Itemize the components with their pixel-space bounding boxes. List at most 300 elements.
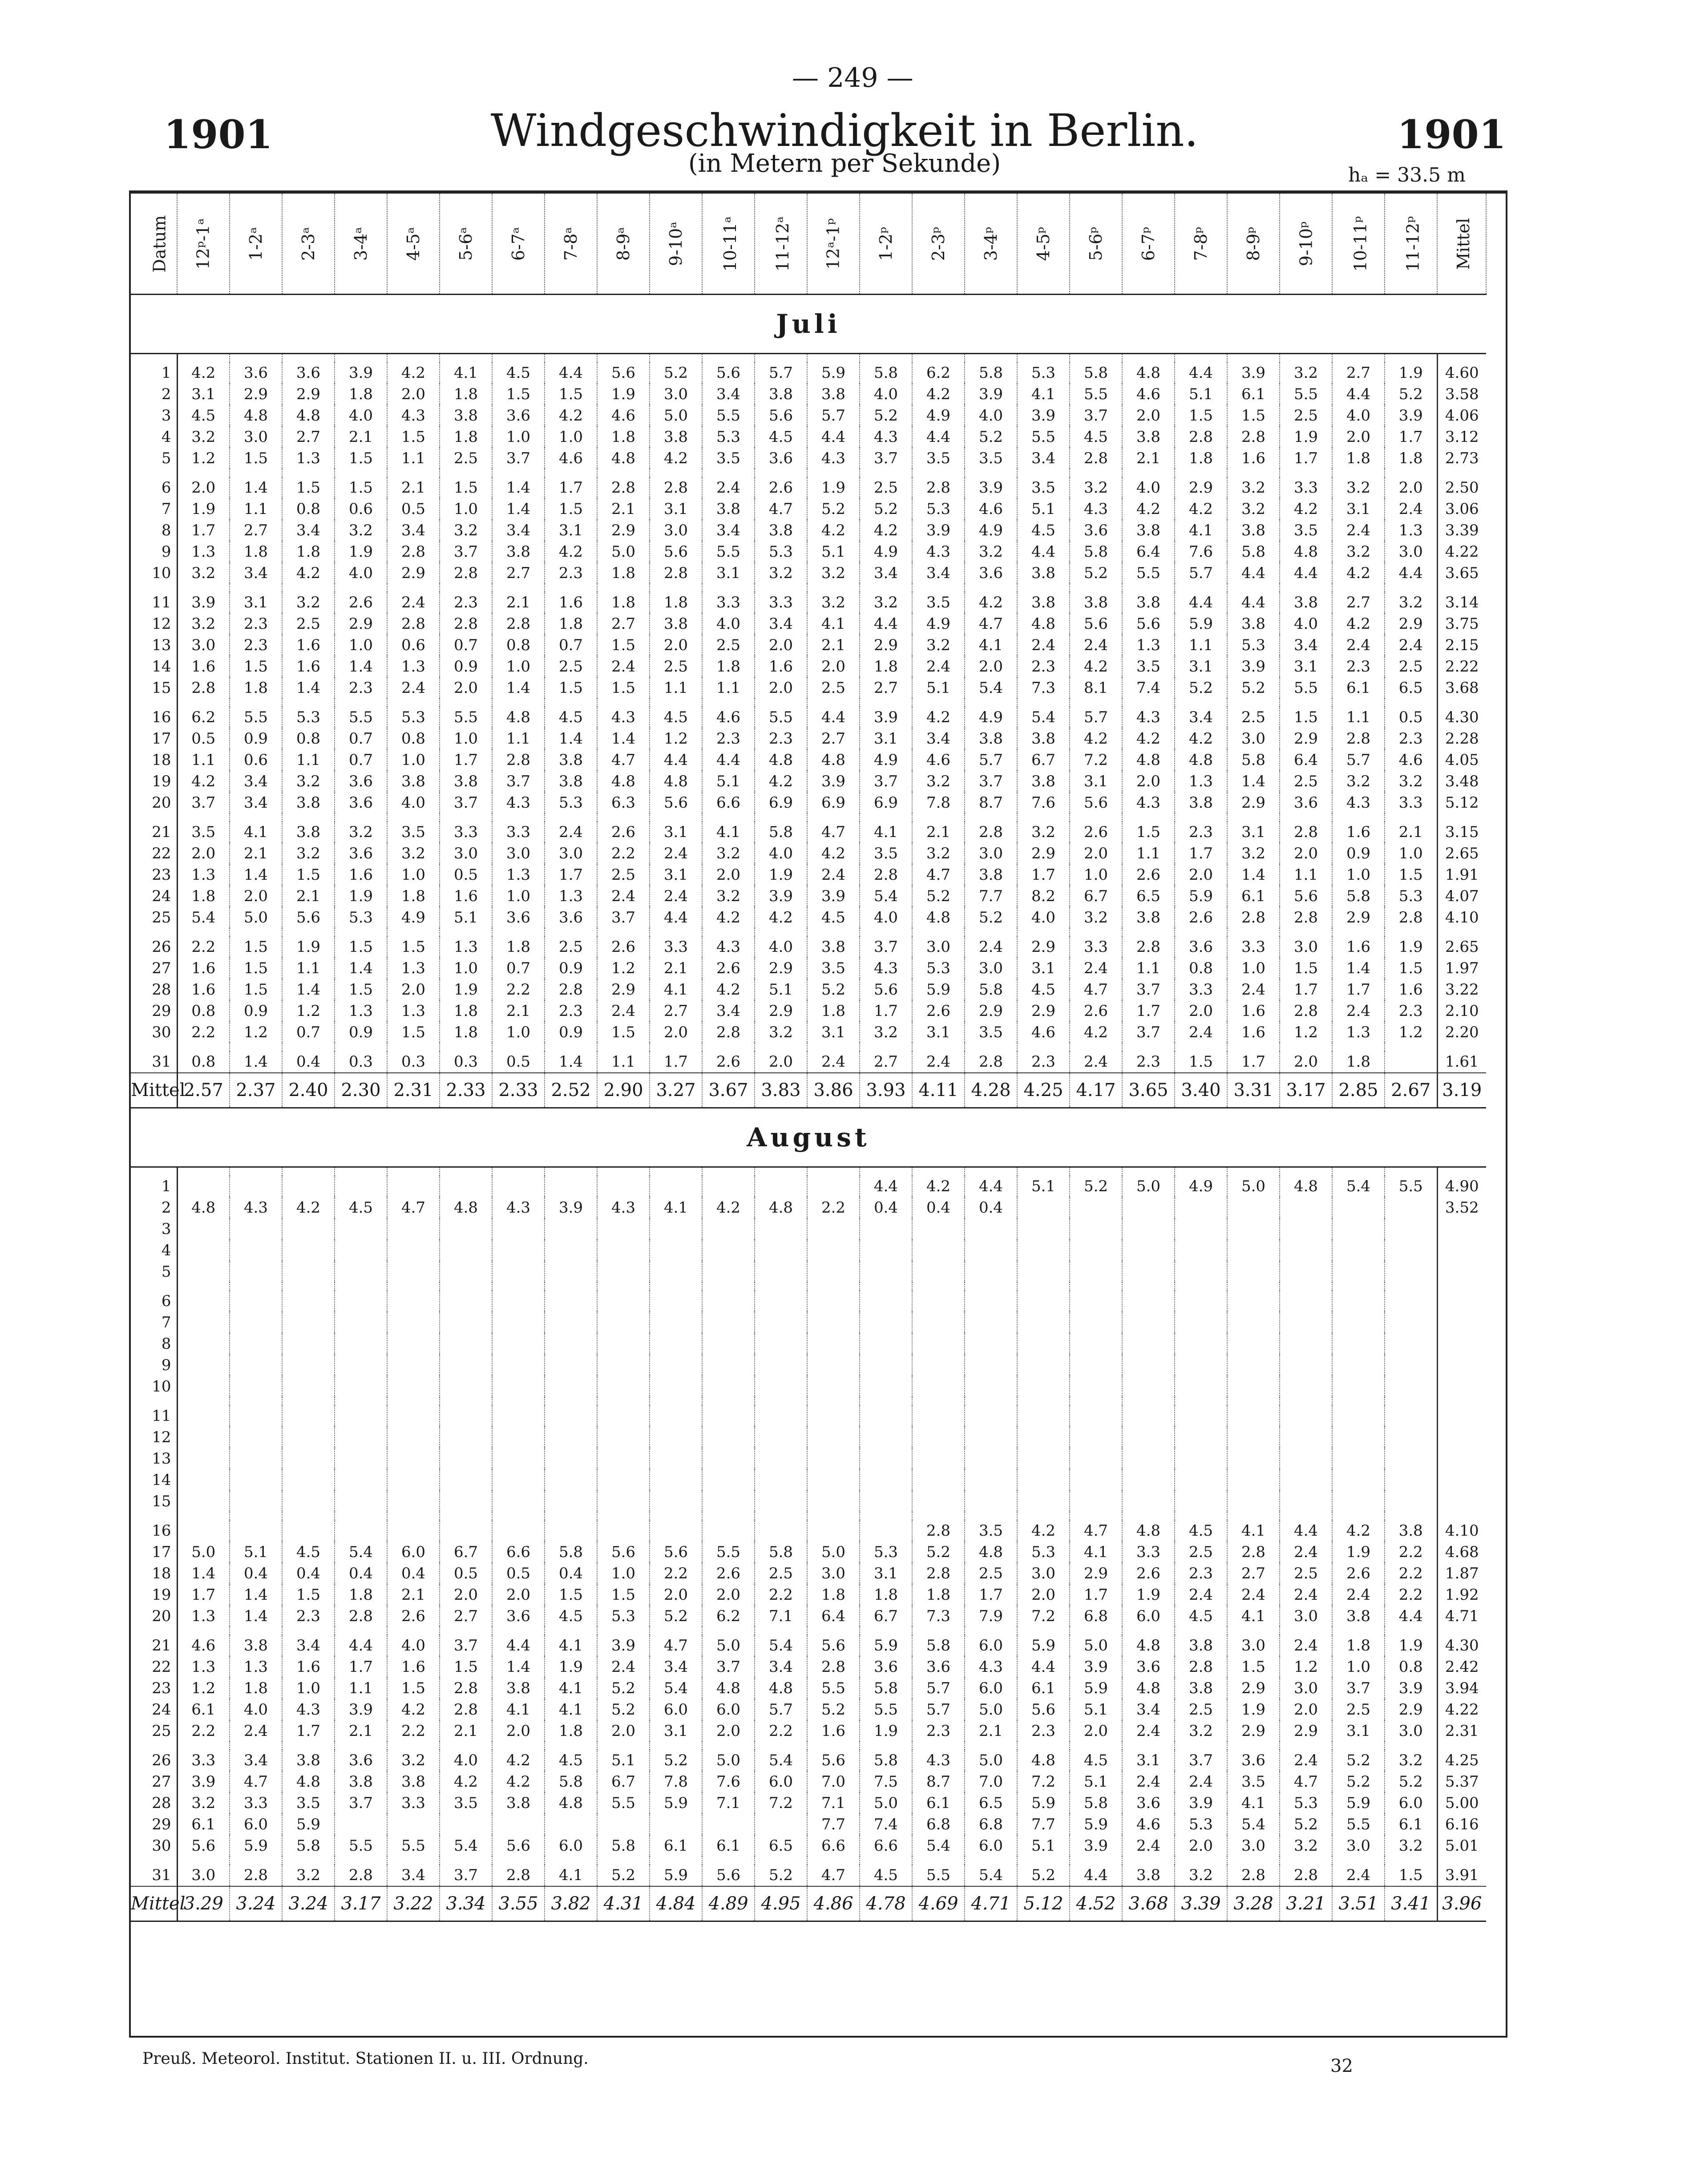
value-cell: 1.3 [387, 958, 440, 979]
value-cell: 5.5 [702, 1541, 755, 1563]
value-cell: 2.8 [912, 1563, 965, 1584]
value-cell: 1.8 [807, 1584, 860, 1606]
value-cell: 2.2 [650, 1563, 702, 1584]
table-row [131, 771, 1486, 792]
mean-value-cell: 2.37 [230, 1073, 282, 1108]
value-cell: 2.8 [492, 1864, 545, 1886]
value-cell: 7.6 [1175, 541, 1227, 562]
daily-mean-cell: 3.68 [1437, 677, 1486, 699]
value-cell: 3.9 [1227, 656, 1280, 677]
value-cell: 1.9 [545, 1656, 597, 1678]
value-cell: 1.0 [440, 958, 492, 979]
value-cell: 1.0 [597, 1563, 650, 1584]
value-cell [1070, 1355, 1122, 1376]
value-cell: 3.5 [702, 448, 755, 469]
value-cell: 6.4 [1280, 749, 1332, 771]
value-cell: 5.4 [860, 886, 912, 907]
value-cell [282, 1312, 335, 1333]
mean-value-cell: 4.84 [650, 1886, 702, 1921]
value-cell: 2.4 [387, 677, 440, 699]
value-cell: 4.2 [1175, 728, 1227, 749]
value-cell: 6.7 [860, 1606, 912, 1627]
value-cell: 1.1 [1280, 864, 1332, 886]
value-cell: 2.8 [1332, 728, 1385, 749]
value-cell: 2.4 [1332, 1584, 1385, 1606]
value-cell: 3.0 [650, 384, 702, 405]
value-cell [807, 1491, 860, 1512]
daily-mean-cell [1437, 1427, 1486, 1448]
value-cell: 1.8 [335, 384, 387, 405]
value-cell: 2.4 [965, 936, 1017, 958]
value-cell: 3.9 [335, 1699, 387, 1720]
value-cell: 2.3 [912, 1720, 965, 1742]
value-cell: 4.8 [230, 405, 282, 426]
value-cell [965, 1355, 1017, 1376]
value-cell: 2.2 [755, 1720, 807, 1742]
value-cell: 4.2 [965, 592, 1017, 613]
value-cell [282, 1427, 335, 1448]
value-cell: 4.4 [1332, 384, 1385, 405]
value-cell: 1.6 [1227, 1022, 1280, 1043]
column-header-label: 1-2ᵃ [246, 226, 266, 261]
value-cell: 3.4 [702, 520, 755, 541]
value-cell [1070, 1405, 1122, 1427]
value-cell: 1.3 [1385, 520, 1437, 541]
table-row [131, 1750, 1486, 1771]
value-cell: 4.1 [1175, 520, 1227, 541]
value-cell: 3.3 [1175, 979, 1227, 1000]
date-cell: 7 [131, 498, 177, 520]
date-cell: 11 [131, 592, 177, 613]
value-cell: 2.2 [387, 1720, 440, 1742]
table-row [131, 864, 1486, 886]
daily-mean-cell: 2.10 [1437, 1000, 1486, 1022]
value-cell: 4.8 [282, 405, 335, 426]
value-cell [807, 1448, 860, 1469]
wind-speed-table [131, 194, 1487, 1922]
value-cell: 2.4 [1227, 1584, 1280, 1606]
daily-mean-cell: 2.31 [1437, 1720, 1486, 1742]
value-cell: 5.8 [597, 1835, 650, 1856]
table-header-row [131, 194, 1486, 295]
value-cell: 4.3 [492, 1197, 545, 1218]
value-cell [755, 1312, 807, 1333]
value-cell: 7.2 [1017, 1606, 1070, 1627]
value-cell: 3.8 [1122, 907, 1175, 928]
column-header-label: 6-7ᵃ [508, 226, 528, 261]
value-cell: 4.3 [807, 448, 860, 469]
value-cell: 1.6 [177, 958, 230, 979]
value-cell: 6.7 [1017, 749, 1070, 771]
value-cell: 1.3 [177, 541, 230, 562]
value-cell: 5.6 [1070, 613, 1122, 635]
mittel-label: Mittel [131, 1073, 177, 1108]
month-heading: Juli [131, 295, 1486, 354]
value-cell: 5.5 [702, 405, 755, 426]
value-cell: 4.8 [755, 749, 807, 771]
value-cell: 2.4 [702, 477, 755, 498]
value-cell: 2.0 [177, 477, 230, 498]
value-cell: 2.1 [912, 821, 965, 843]
value-cell: 2.5 [545, 936, 597, 958]
value-cell [1332, 1355, 1385, 1376]
value-cell: 3.2 [702, 843, 755, 864]
value-cell: 2.0 [1280, 843, 1332, 864]
value-cell: 2.7 [860, 1051, 912, 1073]
value-cell: 3.6 [1070, 520, 1122, 541]
date-cell: 23 [131, 864, 177, 886]
value-cell [755, 1333, 807, 1355]
value-cell: 5.3 [1385, 886, 1437, 907]
value-cell: 1.5 [440, 477, 492, 498]
date-cell: 22 [131, 843, 177, 864]
value-cell: 3.4 [702, 384, 755, 405]
table-row [131, 843, 1486, 864]
value-cell: 1.8 [597, 562, 650, 584]
value-cell: 3.2 [282, 771, 335, 792]
value-cell: 3.1 [807, 1022, 860, 1043]
mean-value-cell: 3.28 [1227, 1886, 1280, 1921]
table-row [131, 1312, 1486, 1333]
value-cell: 2.0 [650, 1584, 702, 1606]
value-cell: 7.4 [860, 1814, 912, 1835]
value-cell: 5.3 [545, 792, 597, 813]
value-cell: 1.0 [1332, 1656, 1385, 1678]
value-cell: 1.5 [1175, 405, 1227, 426]
value-cell: 2.9 [1332, 907, 1385, 928]
value-cell [492, 1355, 545, 1376]
value-cell: 4.4 [1017, 1656, 1070, 1678]
value-cell: 3.8 [965, 864, 1017, 886]
value-cell: 3.0 [440, 843, 492, 864]
value-cell: 1.1 [1332, 707, 1385, 728]
value-cell [1175, 1376, 1227, 1397]
value-cell: 5.5 [1385, 1176, 1437, 1197]
column-header-hour [1280, 194, 1332, 295]
value-cell [1385, 1261, 1437, 1282]
column-header-hour [177, 194, 230, 295]
value-cell: 1.4 [545, 728, 597, 749]
value-cell: 2.2 [1385, 1541, 1437, 1563]
value-cell [387, 1240, 440, 1261]
value-cell: 4.7 [965, 613, 1017, 635]
value-cell: 5.5 [1017, 426, 1070, 448]
value-cell [597, 1261, 650, 1282]
value-cell: 3.4 [1122, 1699, 1175, 1720]
value-cell [1122, 1427, 1175, 1448]
value-cell: 4.8 [807, 749, 860, 771]
value-cell [440, 1261, 492, 1282]
value-cell: 3.0 [1280, 936, 1332, 958]
value-cell [860, 1312, 912, 1333]
value-cell [1227, 1197, 1280, 1218]
value-cell: 2.0 [755, 677, 807, 699]
value-cell: 3.2 [1070, 477, 1122, 498]
date-cell: 7 [131, 1312, 177, 1333]
value-cell [650, 1427, 702, 1448]
value-cell [1175, 1218, 1227, 1240]
value-cell [1070, 1312, 1122, 1333]
value-cell: 1.5 [1227, 405, 1280, 426]
table-row [131, 498, 1486, 520]
value-cell: 1.0 [545, 426, 597, 448]
value-cell: 3.2 [755, 1022, 807, 1043]
value-cell: 1.0 [492, 426, 545, 448]
value-cell: 5.1 [1017, 1835, 1070, 1856]
date-cell: 24 [131, 1699, 177, 1720]
value-cell: 5.8 [1070, 541, 1122, 562]
mean-value-cell: 2.90 [597, 1073, 650, 1108]
date-cell: 4 [131, 426, 177, 448]
spacer-row [131, 1043, 1486, 1051]
column-header-label: 10-11ᵖ [1350, 216, 1370, 271]
mean-value-cell: 3.19 [1437, 1073, 1486, 1108]
value-cell: 4.4 [807, 707, 860, 728]
value-cell: 6.0 [965, 1678, 1017, 1699]
column-header-label: 5-6ᵖ [1086, 226, 1106, 261]
value-cell: 3.2 [387, 843, 440, 864]
daily-mean-cell: 1.87 [1437, 1563, 1486, 1584]
table-row [131, 1240, 1486, 1261]
value-cell: 2.0 [965, 656, 1017, 677]
value-cell: 2.8 [335, 1864, 387, 1886]
date-cell: 24 [131, 886, 177, 907]
value-cell: 1.5 [230, 936, 282, 958]
value-cell [1227, 1240, 1280, 1261]
value-cell: 2.3 [440, 592, 492, 613]
value-cell: 5.0 [177, 1541, 230, 1563]
value-cell [492, 1312, 545, 1333]
value-cell: 3.8 [1017, 562, 1070, 584]
column-header-hour [1070, 194, 1122, 295]
value-cell: 4.2 [1122, 498, 1175, 520]
date-cell: 13 [131, 1448, 177, 1469]
value-cell: 4.5 [545, 1750, 597, 1771]
value-cell [545, 1491, 597, 1512]
mean-value-cell: 3.93 [860, 1073, 912, 1108]
date-cell: 23 [131, 1678, 177, 1699]
value-cell [597, 1290, 650, 1312]
value-cell [230, 1520, 282, 1541]
value-cell: 4.8 [1122, 362, 1175, 384]
value-cell: 3.3 [1385, 792, 1437, 813]
value-cell: 2.8 [177, 677, 230, 699]
value-cell: 3.4 [912, 562, 965, 584]
value-cell: 3.6 [1122, 1792, 1175, 1814]
table-row [131, 792, 1486, 813]
table-row [131, 1376, 1486, 1397]
value-cell: 0.5 [492, 1051, 545, 1073]
value-cell [387, 1814, 440, 1835]
value-cell [965, 1491, 1017, 1512]
value-cell [965, 1427, 1017, 1448]
value-cell [912, 1405, 965, 1427]
value-cell [650, 1376, 702, 1397]
value-cell: 6.9 [860, 792, 912, 813]
value-cell: 5.4 [912, 1835, 965, 1856]
value-cell [230, 1405, 282, 1427]
value-cell: 5.3 [335, 907, 387, 928]
value-cell [1385, 1405, 1437, 1427]
value-cell: 5.1 [1175, 384, 1227, 405]
value-cell [387, 1405, 440, 1427]
value-cell [1017, 1448, 1070, 1469]
value-cell [650, 1405, 702, 1427]
value-cell [282, 1376, 335, 1397]
date-cell: 14 [131, 656, 177, 677]
spacer-row [131, 1512, 1486, 1520]
value-cell: 3.8 [1122, 520, 1175, 541]
value-cell: 5.9 [650, 1864, 702, 1886]
value-cell [597, 1176, 650, 1197]
value-cell: 6.2 [702, 1606, 755, 1627]
value-cell: 5.4 [755, 1635, 807, 1656]
value-cell: 4.2 [387, 362, 440, 384]
value-cell [1017, 1376, 1070, 1397]
value-cell: 5.0 [597, 541, 650, 562]
value-cell: 6.7 [597, 1771, 650, 1792]
spacer-row [131, 1627, 1486, 1635]
value-cell: 6.1 [1332, 677, 1385, 699]
value-cell [1332, 1218, 1385, 1240]
value-cell: 4.0 [1332, 405, 1385, 426]
value-cell: 3.8 [387, 1771, 440, 1792]
date-cell: 18 [131, 1563, 177, 1584]
value-cell [650, 1491, 702, 1512]
value-cell: 0.4 [860, 1197, 912, 1218]
value-cell: 3.2 [387, 1750, 440, 1771]
value-cell: 6.9 [807, 792, 860, 813]
value-cell: 3.2 [177, 562, 230, 584]
value-cell: 1.3 [387, 1000, 440, 1022]
value-cell: 4.4 [1227, 592, 1280, 613]
value-cell [282, 1290, 335, 1312]
value-cell: 1.8 [177, 886, 230, 907]
value-cell: 1.7 [1280, 979, 1332, 1000]
value-cell: 7.5 [860, 1771, 912, 1792]
value-cell: 5.3 [1017, 362, 1070, 384]
value-cell: 1.6 [755, 656, 807, 677]
value-cell [545, 1261, 597, 1282]
value-cell: 5.2 [650, 1606, 702, 1627]
daily-mean-cell [1437, 1261, 1486, 1282]
value-cell [492, 1814, 545, 1835]
date-cell: 27 [131, 1771, 177, 1792]
value-cell: 0.5 [1385, 707, 1437, 728]
value-cell: 6.6 [807, 1835, 860, 1856]
value-cell: 5.4 [1332, 1176, 1385, 1197]
value-cell [807, 1312, 860, 1333]
date-cell: 28 [131, 979, 177, 1000]
daily-mean-cell [1437, 1240, 1486, 1261]
value-cell: 3.1 [912, 1022, 965, 1043]
value-cell: 2.0 [755, 1051, 807, 1073]
value-cell: 4.4 [1385, 1606, 1437, 1627]
value-cell: 7.7 [965, 886, 1017, 907]
value-cell: 1.4 [282, 677, 335, 699]
value-cell: 1.8 [860, 656, 912, 677]
value-cell: 3.2 [912, 635, 965, 656]
value-cell: 3.2 [1332, 771, 1385, 792]
column-header-label: 11-12ᵃ [773, 216, 793, 271]
value-cell: 4.4 [650, 749, 702, 771]
value-cell [1070, 1261, 1122, 1282]
value-cell: 3.6 [965, 562, 1017, 584]
value-cell: 2.8 [650, 477, 702, 498]
value-cell: 3.6 [755, 448, 807, 469]
value-cell: 3.2 [1280, 362, 1332, 384]
value-cell: 4.4 [492, 1635, 545, 1656]
date-cell: 21 [131, 821, 177, 843]
value-cell: 4.9 [1175, 1176, 1227, 1197]
value-cell: 4.4 [1070, 1864, 1122, 1886]
value-cell: 4.4 [702, 749, 755, 771]
value-cell: 1.2 [230, 1022, 282, 1043]
value-cell: 4.9 [965, 520, 1017, 541]
daily-mean-cell: 3.14 [1437, 592, 1486, 613]
table-row [131, 1864, 1486, 1886]
value-cell: 3.8 [650, 613, 702, 635]
mean-value-cell: 4.71 [965, 1886, 1017, 1921]
value-cell: 3.3 [1122, 1541, 1175, 1563]
value-cell: 1.8 [440, 426, 492, 448]
value-cell: 5.3 [1017, 1541, 1070, 1563]
value-cell: 4.1 [545, 1864, 597, 1886]
value-cell: 5.9 [1175, 613, 1227, 635]
value-cell [1122, 1218, 1175, 1240]
value-cell: 2.0 [1122, 771, 1175, 792]
daily-mean-cell: 3.48 [1437, 771, 1486, 792]
value-cell: 5.0 [1227, 1176, 1280, 1197]
mean-value-cell: 4.89 [702, 1886, 755, 1921]
value-cell: 4.1 [545, 1678, 597, 1699]
value-cell: 4.6 [912, 749, 965, 771]
value-cell: 3.8 [545, 771, 597, 792]
value-cell: 2.4 [597, 1656, 650, 1678]
value-cell: 2.4 [1280, 1750, 1332, 1771]
value-cell: 2.4 [545, 821, 597, 843]
table-row [131, 907, 1486, 928]
value-cell: 4.3 [1332, 792, 1385, 813]
value-cell: 3.0 [545, 843, 597, 864]
column-header-hour [492, 194, 545, 295]
value-cell: 6.8 [912, 1814, 965, 1835]
date-cell: 25 [131, 1720, 177, 1742]
value-cell: 3.8 [650, 426, 702, 448]
value-cell: 1.7 [1385, 426, 1437, 448]
value-cell: 4.8 [1017, 613, 1070, 635]
table-row [131, 728, 1486, 749]
value-cell [545, 1355, 597, 1376]
value-cell: 3.0 [1280, 1606, 1332, 1627]
value-cell: 2.1 [335, 426, 387, 448]
value-cell: 4.2 [702, 1197, 755, 1218]
value-cell [807, 1469, 860, 1491]
value-cell: 3.2 [1385, 592, 1437, 613]
daily-mean-cell: 5.01 [1437, 1835, 1486, 1856]
value-cell: 2.6 [597, 821, 650, 843]
value-cell [177, 1520, 230, 1541]
value-cell: 4.3 [912, 1750, 965, 1771]
value-cell: 3.1 [702, 562, 755, 584]
value-cell: 2.6 [1070, 1000, 1122, 1022]
value-cell: 2.0 [1332, 426, 1385, 448]
value-cell: 1.4 [282, 979, 335, 1000]
value-cell: 2.9 [282, 384, 335, 405]
value-cell [177, 1405, 230, 1427]
table-row [131, 1720, 1486, 1742]
value-cell [860, 1520, 912, 1541]
